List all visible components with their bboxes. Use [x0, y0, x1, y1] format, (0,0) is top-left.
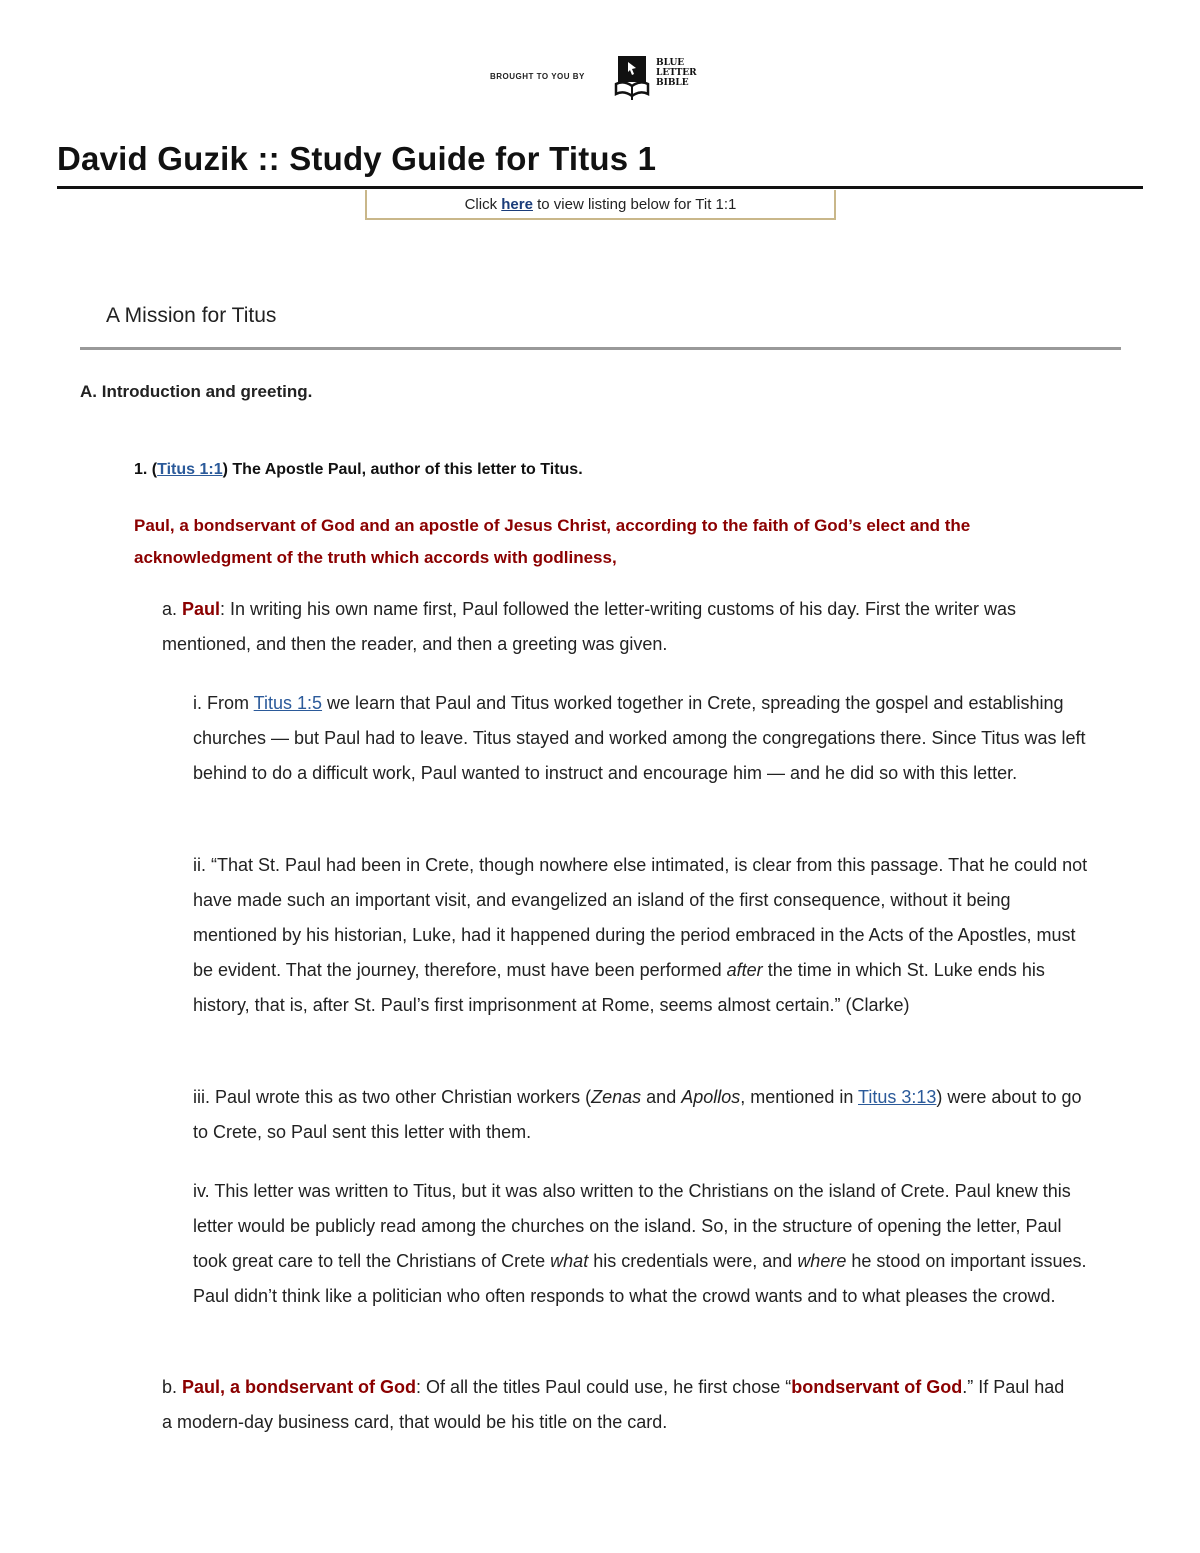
paragraph-a: a. Paul: In writing his own name first, Paul followed the letter-writing customs of his day. First the writer was mentioned, and then the reader, and then a greeting was given. — [162, 599, 1016, 654]
page-title: David Guzik :: Study Guide for Titus 1 — [57, 140, 657, 177]
brand-banner — [0, 52, 1200, 104]
paragraph-ii: ii. “That St. Paul had been in Crete, though nowhere else intimated, is clear from this passage. That he could not have made such an important visit, and evangelized an island of the first consequence, without it being mentioned by his historian, Luke, had it happened during the period embraced in the Acts of the Apostles, must be evident. That the journey, therefore, must have been performed after the time in which St. Luke ends his history, that is, after St. Paul’s first imprisonment at Rome, seems almost certain.” (Clarke) — [193, 855, 1088, 1015]
section-divider — [80, 347, 1121, 350]
scripture-verse: Paul, a bondservant of God and an apostle of Jesus Christ, according to the faith of God’s elect and the acknowledgment of the truth which accords with godliness, — [134, 516, 971, 567]
titus-1-5-link[interactable]: Titus 1:5 — [253, 693, 323, 713]
titus-1-1-link[interactable]: Titus 1:1 — [157, 461, 223, 478]
section-title: A Mission for Titus — [106, 304, 277, 327]
paragraph-i: i. From Titus 1:5 we learn that Paul and Titus worked together in Crete, spreading the gospel and establishing churches — but Paul had to leave. Titus stayed and worked among the congregations there. Since Titus was left behind to do a difficult work, Paul wanted to instruct and encourage him — and he did so with this letter. — [193, 693, 1086, 783]
brand-tagline: BROUGHT TO YOU BY — [490, 72, 585, 81]
title-divider — [57, 186, 1143, 189]
titus-3-13-link[interactable]: Titus 3:13 — [858, 1087, 937, 1107]
blue-letter-bible-logo-icon[interactable] — [614, 54, 650, 102]
paragraph-iv: iv. This letter was written to Titus, but it was also written to the Christians on the island of Crete. Paul knew this letter would be publicly read among the churches on the island. So, in the structure of opening the letter, Paul took great care to tell the Christians of Crete what his credentials were, and where he stood on important issues. Paul didn’t think like a politician who often responds to what the crowd wants and to what pleases the crowd. — [193, 1181, 1087, 1306]
here-link[interactable]: here — [501, 196, 533, 213]
paragraph-b: b. Paul, a bondservant of God: Of all the titles Paul could use, he first chose “bondservant of God.” If Paul had a modern-day business card, that would be his title on the card. — [162, 1377, 1065, 1432]
brand-name: BLUE LETTER BIBLE — [656, 58, 697, 88]
outline-point-1: 1. (Titus 1:1) The Apostle Paul, author of this letter to Titus. — [134, 461, 583, 478]
outline-heading-a: A. Introduction and greeting. — [80, 382, 313, 401]
listing-nav-box: Click here to view listing below for Tit 1:1 — [365, 190, 836, 220]
paragraph-iii: iii. Paul wrote this as two other Christian workers (Zenas and Apollos, mentioned in Titus 3:13) were about to go to Crete, so Paul sent this letter with them. — [193, 1087, 1082, 1142]
